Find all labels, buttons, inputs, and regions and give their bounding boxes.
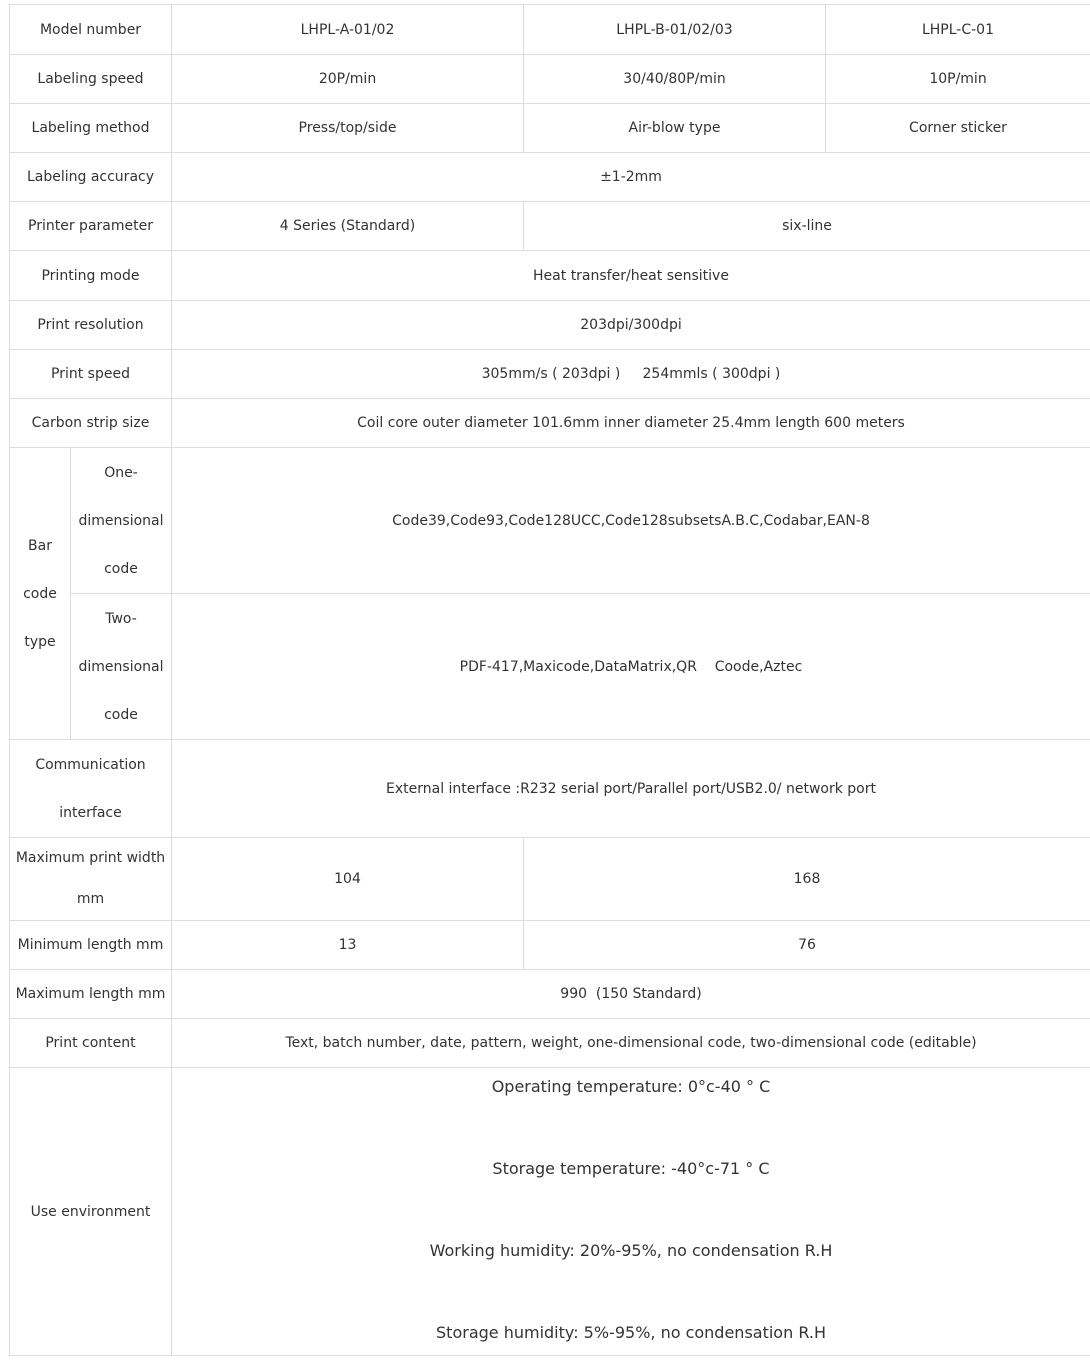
row-label: Maximum print width mm: [10, 838, 172, 921]
env-storage-humidity: Storage humidity: 5%-95%, no condensation R.H: [436, 1323, 826, 1342]
cell-max-width-a: 104: [172, 838, 524, 921]
cell-model-c: LHPL-C-01: [826, 5, 1090, 55]
cell-model-b: LHPL-B-01/02/03: [524, 5, 826, 55]
env-operating-temperature: Operating temperature: 0°c-40 ° C: [491, 1077, 771, 1096]
cell-speed-a: 20P/min: [172, 55, 524, 104]
cell-method-b: Air-blow type: [524, 104, 826, 153]
row-label: Printing mode: [10, 251, 172, 301]
cell-accuracy: ±1-2mm: [172, 153, 1090, 202]
table-row: [10, 594, 1090, 740]
cell-printer-bc: six-line: [524, 202, 1090, 251]
cell-use-environment: [172, 1068, 1090, 1356]
cell-method-a: Press/top/side: [172, 104, 524, 153]
cell-printing-mode: Heat transfer/heat sensitive: [172, 251, 1090, 301]
row-label: Minimum length mm: [10, 921, 172, 970]
bar-code-type-label: Bar code type: [10, 448, 71, 740]
row-label: Maximum length mm: [10, 970, 172, 1019]
row-label: Communication interface: [10, 740, 172, 838]
env-storage-temperature: Storage temperature: -40°c-71 ° C: [492, 1159, 770, 1178]
table-row: [10, 1068, 1090, 1356]
row-label: Labeling speed: [10, 55, 172, 104]
table-row: [10, 104, 1090, 153]
table-row: [10, 399, 1090, 448]
table-row: [10, 838, 1090, 921]
table-row: [10, 251, 1090, 301]
table-row: [10, 5, 1090, 55]
spec-table: [9, 4, 1090, 1356]
table-row: [10, 301, 1090, 350]
cell-communication: External interface :R232 serial port/Parallel port/USB2.0/ network port: [172, 740, 1090, 838]
cell-print-speed: 305mm/s ( 203dpi ) 254mmls ( 300dpi ): [172, 350, 1090, 399]
row-label: Print content: [10, 1019, 172, 1068]
row-label: Model number: [10, 5, 172, 55]
cell-min-length-a: 13: [172, 921, 524, 970]
cell-speed-b: 30/40/80P/min: [524, 55, 826, 104]
cell-min-length-bc: 76: [524, 921, 1090, 970]
cell-model-a: LHPL-A-01/02: [172, 5, 524, 55]
table-row: [10, 350, 1090, 399]
row-label: Labeling method: [10, 104, 172, 153]
table-row: [10, 448, 1090, 594]
table-row: [10, 55, 1090, 104]
cell-two-dimensional: PDF-417,Maxicode,DataMatrix,QR Coode,Aztec: [172, 594, 1090, 740]
table-row: [10, 153, 1090, 202]
row-label: Print resolution: [10, 301, 172, 350]
env-working-humidity: Working humidity: 20%-95%, no condensation R.H: [429, 1241, 833, 1260]
cell-carbon-strip: Coil core outer diameter 101.6mm inner diameter 25.4mm length 600 meters: [172, 399, 1090, 448]
row-label: Printer parameter: [10, 202, 172, 251]
cell-speed-c: 10P/min: [826, 55, 1090, 104]
two-dimensional-label: Two-dimensional code: [71, 594, 172, 740]
row-label: Labeling accuracy: [10, 153, 172, 202]
table-row: [10, 970, 1090, 1019]
cell-print-resolution: 203dpi/300dpi: [172, 301, 1090, 350]
one-dimensional-label: One-dimensional code: [71, 448, 172, 594]
cell-printer-a: 4 Series (Standard): [172, 202, 524, 251]
cell-max-width-bc: 168: [524, 838, 1090, 921]
cell-one-dimensional: Code39,Code93,Code128UCC,Code128subsetsA.B.C,Codabar,EAN-8: [172, 448, 1090, 594]
row-label: Print speed: [10, 350, 172, 399]
table-row: [10, 1019, 1090, 1068]
table-row: [10, 202, 1090, 251]
row-label: Carbon strip size: [10, 399, 172, 448]
table-row: [10, 921, 1090, 970]
table-row: [10, 740, 1090, 838]
row-label: Use environment: [10, 1068, 172, 1356]
cell-method-c: Corner sticker: [826, 104, 1090, 153]
cell-max-length: 990 (150 Standard): [172, 970, 1090, 1019]
cell-print-content: Text, batch number, date, pattern, weight, one-dimensional code, two-dimensional code (editable): [172, 1019, 1090, 1068]
